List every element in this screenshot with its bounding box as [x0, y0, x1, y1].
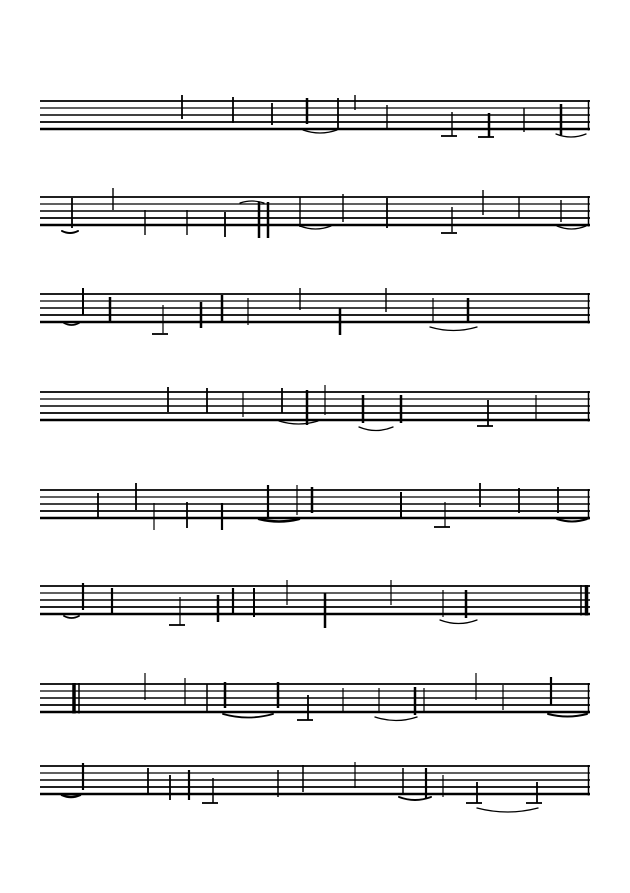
tie-arc	[259, 519, 299, 522]
tie-arc	[557, 519, 587, 522]
tie-arc	[548, 714, 587, 717]
tie-arc	[64, 616, 79, 618]
tie-arc	[64, 323, 79, 325]
tie-arc	[62, 231, 78, 233]
tie-arc	[62, 795, 80, 797]
tie-arc	[279, 421, 318, 424]
tie-arc	[359, 427, 393, 431]
tie-arc	[375, 717, 417, 721]
tie-arc	[557, 226, 586, 229]
tie-arc	[303, 130, 337, 133]
tie-arc	[477, 808, 538, 812]
tie-arc	[223, 714, 273, 718]
tie-arc	[440, 620, 477, 624]
tie-arc	[300, 226, 331, 229]
tie-arc	[430, 327, 477, 331]
tie-arc	[240, 201, 264, 203]
